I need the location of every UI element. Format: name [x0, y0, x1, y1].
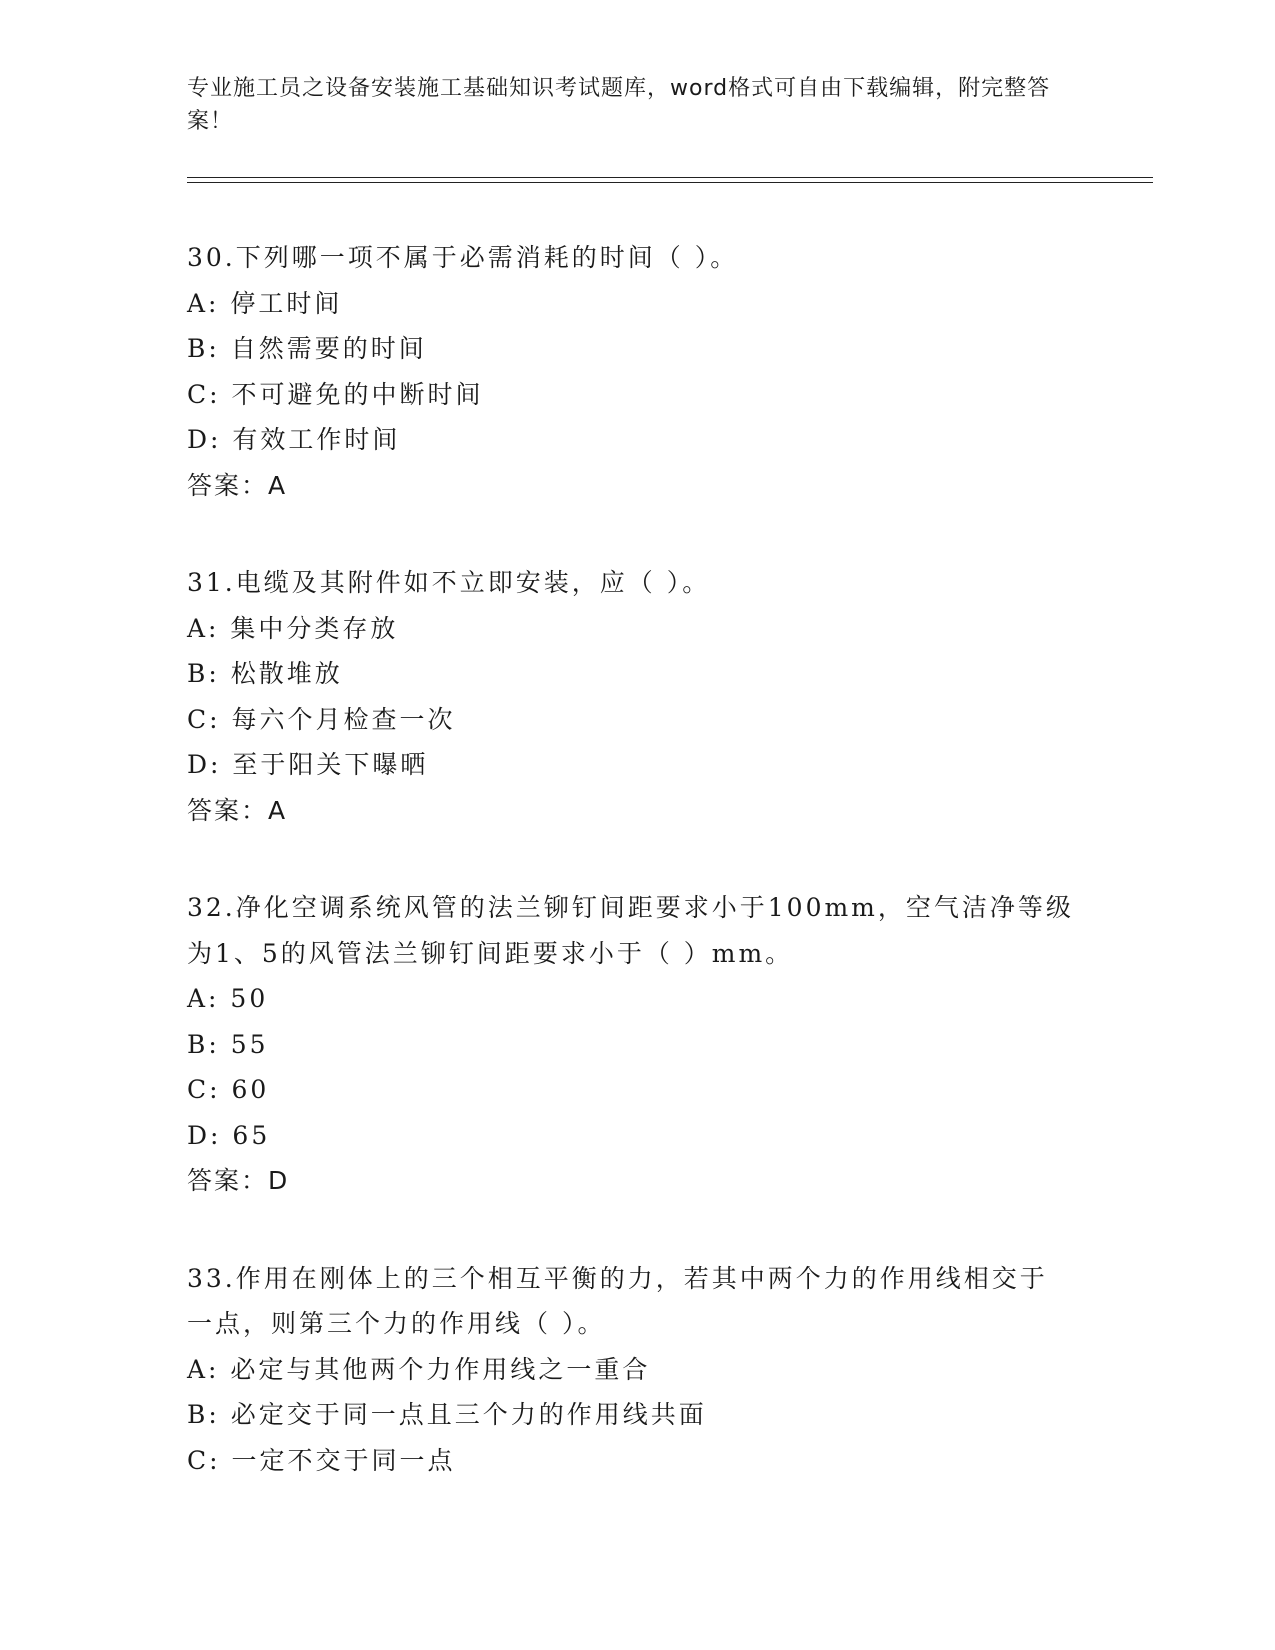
question-stem-line-1: 32.净化空调系统风管的法兰铆钉间距要求小于100mm，空气洁净等级 [187, 893, 1074, 922]
question-stem-line-2: 为1、5的风管法兰铆钉间距要求小于（ ）mm。 [187, 938, 794, 968]
header-rule-bottom [187, 182, 1153, 183]
answer: 答案：A [187, 470, 288, 500]
option-d: D: 至于阳关下曝晒 [187, 750, 429, 779]
header-rule-top [187, 177, 1153, 178]
option-a: A: 集中分类存放 [187, 613, 399, 643]
option-c: C: 60 [187, 1075, 270, 1104]
question-33 [187, 1256, 1087, 1484]
question-32 [187, 885, 1087, 1204]
option-a: A: 必定与其他两个力作用线之一重合 [187, 1354, 651, 1384]
option-a: A: 50 [187, 984, 269, 1013]
option-b: B: 自然需要的时间 [187, 334, 427, 363]
option-d: D: 有效工作时间 [187, 425, 401, 454]
answer: 答案：D [187, 1166, 290, 1195]
answer: 答案：A [187, 795, 288, 825]
option-b: B: 松散堆放 [187, 659, 343, 688]
option-b: B: 必定交于同一点且三个力的作用线共面 [187, 1400, 707, 1429]
question-stem: 30.下列哪一项不属于必需消耗的时间（ ）。 [187, 243, 739, 272]
question-stem-line-1: 33.作用在刚体上的三个相互平衡的力，若其中两个力的作用线相交于 [187, 1263, 1048, 1293]
question-31 [187, 560, 1087, 833]
option-d: D: 65 [187, 1120, 271, 1150]
question-stem-line-2: 一点，则第三个力的作用线（ ）。 [187, 1309, 606, 1338]
document-header [187, 72, 1067, 138]
option-c: C: 每六个月检查一次 [187, 704, 456, 734]
option-c: C: 不可避免的中断时间 [187, 379, 484, 409]
option-a: A: 停工时间 [187, 288, 343, 318]
option-b: B: 55 [187, 1029, 269, 1059]
option-c: C: 一定不交于同一点 [187, 1445, 456, 1475]
question-30 [187, 235, 1087, 508]
question-list [187, 235, 1087, 1535]
question-stem: 31.电缆及其附件如不立即安装，应（ ）。 [187, 568, 711, 597]
header-text: 专业施工员之设备安装施工基础知识考试题库，word格式可自由下载编辑，附完整答案！ [187, 76, 1051, 134]
